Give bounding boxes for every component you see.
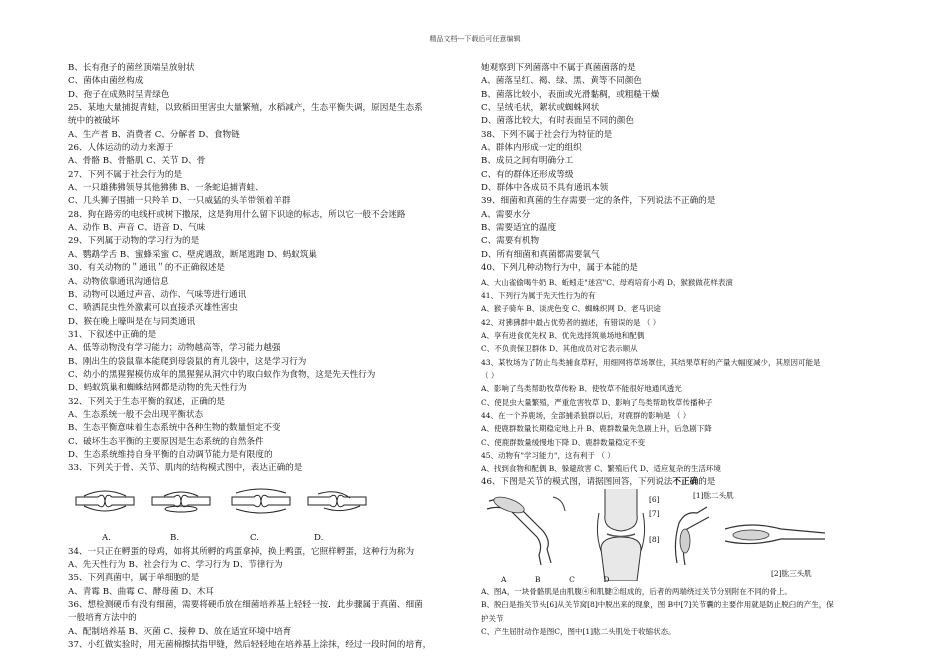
question-line: A、动物依靠通讯沟通信息 xyxy=(68,276,169,287)
question-line: 36、想检测硬币有没有细菌，需要将硬币放在细菌培养基上轻轻一按．此步骤属于真菌、细菌 xyxy=(68,600,423,611)
question-line: C、使昆虫大量繁殖，严重危害牧草 D、影响了鸟类帮助牧草传播种子 xyxy=(481,397,713,407)
label-8: [8] xyxy=(649,535,660,544)
question-line: 39、细菌和真菌的生存需要一定的条件，下列说法不正确的是 xyxy=(481,196,716,207)
question-line: A、猴子骑车 B、谈虎色变 C、蜘蛛织网 D、老马识途 xyxy=(481,304,661,314)
question-line: （ ） xyxy=(481,370,499,380)
question-line: C、菌体由菌丝构成 xyxy=(68,76,144,87)
question-line: 43、某牧场为了防止鸟类捕食草籽，用细网将草场罩住，其结果草籽的产量大幅度减少，其原因可能是 xyxy=(481,357,821,367)
question-line: B、菌落比较小，表面或光滑黏稠，或粗糙干燥 xyxy=(481,89,660,100)
joint-label-d: D. xyxy=(314,532,324,543)
joint-label-c: C. xyxy=(250,532,260,543)
question-line: 28、狗在路旁的电线杆或树下撒尿，这是狗用什么留下识途的标志，所以它一般不会迷路 xyxy=(68,209,406,220)
question-line: A、动作 B、声音 C、语音 D、气味 xyxy=(68,223,206,234)
question-line: 30、有关动物的＂通讯＂的不正确叙述是 xyxy=(68,263,226,274)
joint-diagram-a xyxy=(74,488,136,514)
joint-diagram-c xyxy=(230,488,292,514)
question-line: B、动物可以通过声音、动作、气味等进行通讯 xyxy=(68,289,247,300)
question-line: 42、对狒狒群中最占优势者的描述，有错误的是 （ ） xyxy=(481,317,661,327)
question-line: 45、动物有"学习能力"，这有利于 （ ） xyxy=(481,450,615,460)
question-line: C、喷洒昆虫性外激素可以直接杀灭雄性害虫 xyxy=(68,303,238,314)
question-line: C、需要有机物 xyxy=(481,236,540,247)
joint-diagrams xyxy=(68,476,471,532)
question-line: 29、下列属于动物的学习行为的是 xyxy=(68,236,200,247)
question-line: C、有的群体还形成等级 xyxy=(481,169,574,180)
question-line: B、脱臼是指关节头[6]从关节窝[8]中脱出来的现象，图 B中[7]关节囊的主要作用就是防止脱臼的产生，保 xyxy=(481,600,834,610)
question-line: 37、小红做实验时，用无菌棉擦拭指甲缝，然后轻轻地在培养基上涂抹，经过一段时间的培育， xyxy=(68,640,432,651)
question-line: 35、下列真菌中，属于单细胞的是 xyxy=(68,573,200,584)
question-line: D、菌落比较大，有时表面呈不同的颜色 xyxy=(481,116,634,127)
figure-letters: A B C D xyxy=(501,575,610,584)
question-line: D、猴在晚上嚎叫是在与同类通讯 xyxy=(68,316,196,327)
question-line: A、骨骼 B、骨骼肌 C、关节 D、骨 xyxy=(68,156,206,167)
q46-figure xyxy=(481,489,901,585)
joint-label-a: A. xyxy=(102,532,111,543)
question-line: 40、下列几种动物行为中，属于本能的是 xyxy=(481,263,639,274)
question-line: A、群体内形成一定的组织 xyxy=(481,143,582,154)
question-line: 一般培育方法中的 xyxy=(68,613,137,624)
question-line: B、生态平衡意味着生态系统中各种生物的数量恒定不变 xyxy=(68,423,281,434)
question-line: A、配制培养基 B、灭菌 C、接种 D、放在适宜环境中培育 xyxy=(68,626,292,637)
question-line: 护关节 xyxy=(481,613,504,623)
question-line: A、生产者 B、消费者 C、分解者 D、食物链 xyxy=(68,129,240,140)
question-line: B、成员之间有明确分工 xyxy=(481,156,574,167)
arm-extension-diagram-d xyxy=(721,515,831,555)
question-line: 38、下列不属于社会行为特征的是 xyxy=(481,129,613,140)
question-line: D、群体中各成员不具有通讯本领 xyxy=(481,183,609,194)
question-line: D、生态系统维持自身平衡的自动调节能力是有限度的 xyxy=(68,449,273,460)
question-line: A、先天性行为 B、社会行为 C、学习行为 D、节律行为 xyxy=(68,560,283,570)
question-line: D、蚂蚁筑巢和蜘蛛结网都是动物的先天性行为 xyxy=(68,383,247,394)
elbow-flexion-diagram-c xyxy=(667,503,717,573)
question-line: 她观察到下列菌落中不属于真菌菌落的是 xyxy=(481,63,636,73)
question-line: 32、下列关于生态平衡的叙述，正确的是 xyxy=(68,396,226,407)
question-line: C、破坏生态平衡的主要原因是生态系统的自然条件 xyxy=(68,436,264,447)
question-line: D、孢子在成熟时呈青绿色 xyxy=(68,89,170,100)
question-line: C、呈绒毛状，絮状或蜘蛛网状 xyxy=(481,103,600,114)
label-1-biceps: [1]肱二头肌 xyxy=(693,491,734,500)
question-line: 统中的被破坏 xyxy=(68,116,120,127)
question-line: D、所有细菌和真菌都需要氧气 xyxy=(481,249,600,260)
q46-stem: 46、下图是关节的模式图，请据图回答，下列说法不正确的是 xyxy=(481,476,716,487)
question-line: C、不负责保卫群体 D、其他成员对它表示顺从 xyxy=(481,344,638,354)
question-line: 26、人体运动的动力来源于 xyxy=(68,143,174,154)
question-line: A、大山雀偷喝牛奶 B、蚯蚓走"迷宫"C、母鸡培育小鸡 D、猴猴做花样表演 xyxy=(481,277,733,287)
question-line: A、青霉 B、曲霉 C、酵母菌 D、木耳 xyxy=(68,586,214,597)
question-line: A、使鹿群数量长期稳定地上升 B、鹿群数量先急剧上升，后急剧下降 xyxy=(481,424,712,434)
page-header: 精品文档---下载后可任意编辑 xyxy=(429,35,521,43)
right-column xyxy=(481,62,901,638)
question-line: 31、下叙述中正确的是 xyxy=(68,329,157,340)
question-line: 44、在一个养鹿场，全部捕杀狼群以后，对鹿群的影响是 （ ） xyxy=(481,410,691,420)
question-line: A、一只雄狒狒领导其他狒狒 B、一条蛇追捕青蛙、 xyxy=(68,183,264,194)
joint-option-labels xyxy=(68,532,471,546)
question-line: C、使鹿群数量缓慢地下降 D、鹿群数量稳定不变 xyxy=(481,437,646,447)
question-line: B、长有孢子的菌丝顶端呈放射状 xyxy=(68,63,195,73)
joint-diagram-d xyxy=(306,488,368,514)
question-line: 25、某地大量捕捉青蛙，以致稻田里害虫大量繁殖，水稻减产，生态平衡失调，原因是生态系 xyxy=(68,103,423,114)
question-line: 34、一只正在孵蛋的母鸡，如将其所孵的鸡蛋拿掉，换上鸭蛋，它照样孵蛋，这种行为称为 xyxy=(68,546,415,557)
question-line: C、几头狮子围捕一只羚羊 D、一只威猛的头羊带领着羊群 xyxy=(68,196,291,207)
question-line: A、找到食物和配偶 B、躲避敌害 C、繁殖后代 D、适应复杂的生活环境 xyxy=(481,464,721,474)
question-line: A、鹦鹉学舌 B、蜜蜂采蜜 C、壁虎遇敌，断尾逃跑 D、蚂蚁筑巢 xyxy=(68,249,318,260)
question-line: C、幼小的黑猩猩模仿成年的黑猩猩从洞穴中钓取白蚁作为食物，这是先天性行为 xyxy=(68,369,376,380)
label-7: [7] xyxy=(649,509,660,518)
left-column xyxy=(68,62,471,652)
label-6: [6] xyxy=(649,495,660,504)
knee-joint-diagram-b xyxy=(593,489,649,581)
joint-label-b: B. xyxy=(170,532,180,543)
question-line: C、产生屈肘动作是图C，图中[1]肱二头肌处于收缩状态。 xyxy=(481,627,676,637)
question-line: 41、下列行为属于先天性行为的有 xyxy=(481,290,596,300)
question-line: A、享有进食优先权 B、优先选择筑巢场地和配偶 xyxy=(481,330,645,340)
arm-muscle-diagram-a xyxy=(481,491,573,571)
label-2-triceps: [2]肱三头肌 xyxy=(771,569,812,578)
question-line: B、刚出生的袋鼠靠本能爬到母袋鼠的育儿袋中，这是学习行为 xyxy=(68,356,307,367)
question-line: A、低等动物没有学习能力；动物越高等，学习能力越强 xyxy=(68,343,281,354)
joint-diagram-b xyxy=(150,488,212,514)
question-line: A、菌落呈红、褐、绿、黑、黄等不同颜色 xyxy=(481,76,642,87)
question-line: 27、下列不属于社会行为的是 xyxy=(68,169,183,180)
question-line: B、需要适宜的温度 xyxy=(481,223,557,234)
question-line: A、生态系统一般不会出现平衡状态 xyxy=(68,409,204,420)
question-line: A、图A，一块骨骼肌是由肌腹④和肌腱②组成的，后者的两端绕过关节分别附在不同的骨上。 xyxy=(481,587,792,596)
question-line: 33、下列关于骨、关节、肌肉的结构模式图中，表达正确的是 xyxy=(68,463,303,474)
question-line: A、需要水分 xyxy=(481,209,531,220)
question-line: A、影响了鸟类帮助牧草传粉 B、使牧草不能很好地通风透光 xyxy=(481,384,682,394)
